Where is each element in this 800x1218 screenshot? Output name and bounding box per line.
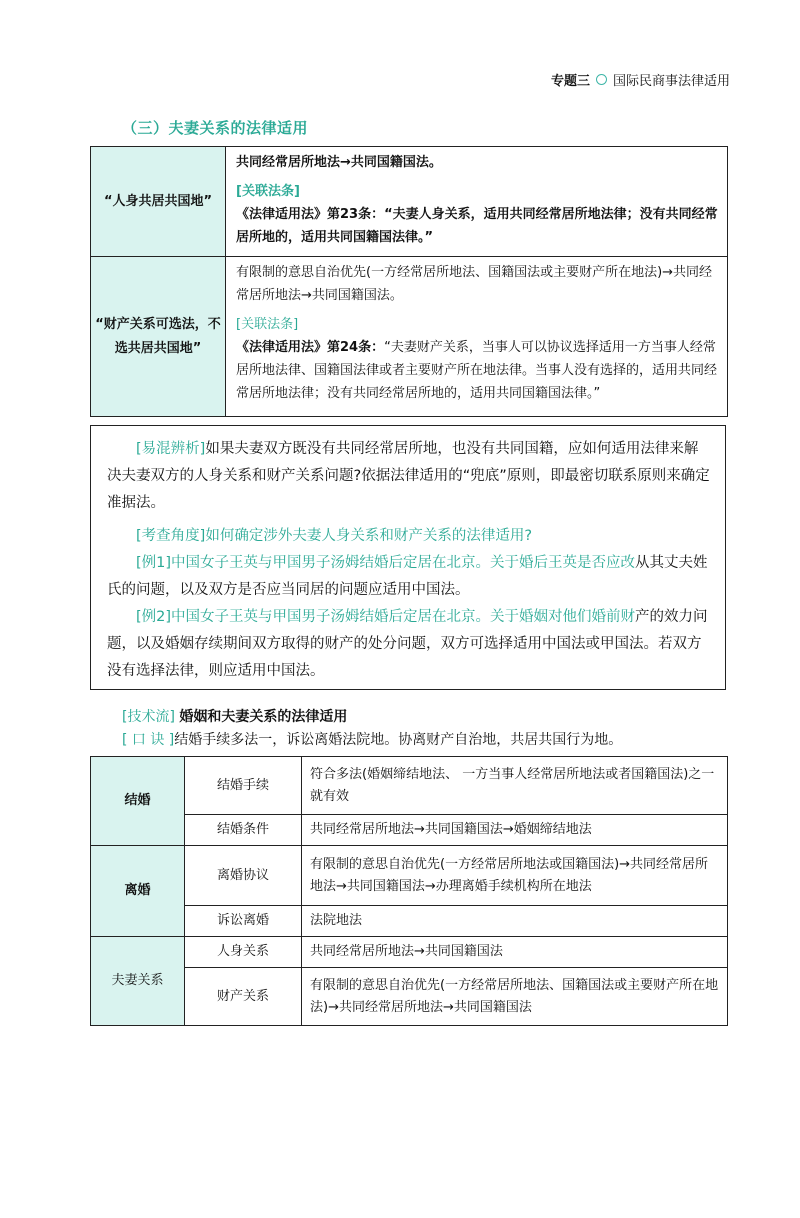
law-article-body: “夫妻财产关系，当事人可以协议选择适用一方当事人经常居所地法律、国籍国法律或者主要财产所在地法律。当事人没有选择的，适用共同经常居所地法律；没有共同经常居所地的，适用共同国籍国法律。” <box>236 340 718 401</box>
page-header <box>551 70 730 89</box>
table-row <box>91 257 728 417</box>
example-2-text: 产的效力问题，以及婚姻存续期间双方取得的财产的处分问题，双方可选择适用中国法或甲国法。若双方没有选择法律，则应适用中国法。 <box>107 609 708 679</box>
value-litigation-divorce: 法院地法 <box>302 906 728 937</box>
example-1 <box>107 550 711 604</box>
spouse-law-table <box>90 146 728 417</box>
analysis-box <box>90 425 726 690</box>
mnemonic-text: 结婚手续多法一，诉讼离婚法院地。协离财产自治地，共居共国行为地。 <box>174 732 623 748</box>
law-article-text: 《法律适用法》第23条：“夫妻人身关系，适用共同经常居所地法律；没有共同经常居所地的，适用共同国籍国法律。” <box>236 207 718 245</box>
example-2-teal-text: 中国女子王英与甲国男子汤姆结婚后定居在北京。关于婚姻对他们婚前财 <box>171 609 636 625</box>
sub-personal-relation: 人身关系 <box>185 937 302 968</box>
sub-marriage-formality: 结婚手续 <box>185 757 302 815</box>
exam-angle-text: 如何确定涉外夫妻人身关系和财产关系的法律适用? <box>205 528 533 544</box>
mnemonic-label: [ 口 诀 ] <box>122 732 175 748</box>
category-divorce: 离婚 <box>91 846 185 937</box>
sub-property-relation: 财产关系 <box>185 968 302 1026</box>
value-marriage-condition: 共同经常居所地法→共同国籍国法→婚姻缔结地法 <box>302 815 728 846</box>
marriage-law-table <box>90 756 728 1026</box>
row-heading-property: “财产关系可选法，不选共居共国地” <box>91 257 226 417</box>
table-row <box>91 968 728 1026</box>
value-property-relation: 有限制的意思自治优先(一方经常居所地法、国籍国法或主要财产所在地法)→共同经常居所地法→共同国籍国法 <box>302 968 728 1026</box>
value-divorce-agreement: 有限制的意思自治优先(一方经常居所地法或国籍国法)→共同经常居所地法→共同国籍国法→办理离婚手续机构所在地法 <box>302 846 728 906</box>
example-1-teal-text: 中国女子王英与甲国男子汤姆结婚后定居在北京。关于婚后王英是否应改 <box>171 555 636 571</box>
value-marriage-formality: 符合多法(婚姻缔结地法、 一方当事人经常居所地法或者国籍国法)之一就有效 <box>302 757 728 815</box>
example-2-label: [例2] <box>136 609 172 625</box>
circle-icon <box>596 74 607 85</box>
category-marriage: 结婚 <box>91 757 185 846</box>
law-article-title: 《法律适用法》第24条： <box>236 340 385 355</box>
section-title: （三）夫妻关系的法律适用 <box>122 119 309 137</box>
header-topic-number: 专题三 <box>550 74 590 89</box>
table-row <box>91 846 728 906</box>
rule-text: 有限制的意思自治优先(一方经常居所地法、国籍国法或主要财产所在地法)→共同经常居所地法→共同国籍国法。 <box>236 265 713 303</box>
row-content-property <box>226 257 728 417</box>
table-row <box>91 937 728 968</box>
table-row <box>91 906 728 937</box>
example-1-label: [例1] <box>136 555 172 571</box>
example-1-text: 从其丈夫姓氏的问题，以及双方是否应当同居的问题应适用中国法。 <box>107 555 708 598</box>
table-row <box>91 815 728 846</box>
sub-marriage-condition: 结婚条件 <box>185 815 302 846</box>
exam-angle-label: [考查角度] <box>136 528 206 544</box>
law-article-text <box>236 336 723 405</box>
confusion-text: 如果夫妻双方既没有共同经常居所地，也没有共同国籍，应如何适用法律来解决夫妻双方的人身关系和财产关系问题?依据法律适用的“兜底”原则，即最密切联系原则来确定准据法。 <box>107 441 710 511</box>
exam-angle <box>107 523 711 550</box>
value-personal-relation: 共同经常居所地法→共同国籍国法 <box>302 937 728 968</box>
row-heading-personal: “人身共居共国地” <box>91 147 226 257</box>
related-law-label: [关联法条] <box>236 184 300 199</box>
mnemonic <box>122 729 732 749</box>
example-2 <box>107 604 711 685</box>
table-row <box>91 757 728 815</box>
table-row <box>91 147 728 257</box>
technique-heading <box>122 706 347 726</box>
rule-text: 共同经常居所地法→共同国籍国法。 <box>236 155 442 170</box>
sub-divorce-agreement: 离婚协议 <box>185 846 302 906</box>
technique-title: 婚姻和夫妻关系的法律适用 <box>179 709 348 725</box>
header-title: 国际民商事法律适用 <box>612 74 730 89</box>
technique-label: [技术流] <box>122 709 175 725</box>
confusion-label: [易混辨析] <box>136 441 206 457</box>
category-spouse-relation: 夫妻关系 <box>91 937 185 1026</box>
related-law-label: [关联法条] <box>236 317 299 332</box>
confusion-analysis <box>107 436 711 517</box>
sub-litigation-divorce: 诉讼离婚 <box>185 906 302 937</box>
row-content-personal <box>226 147 728 257</box>
